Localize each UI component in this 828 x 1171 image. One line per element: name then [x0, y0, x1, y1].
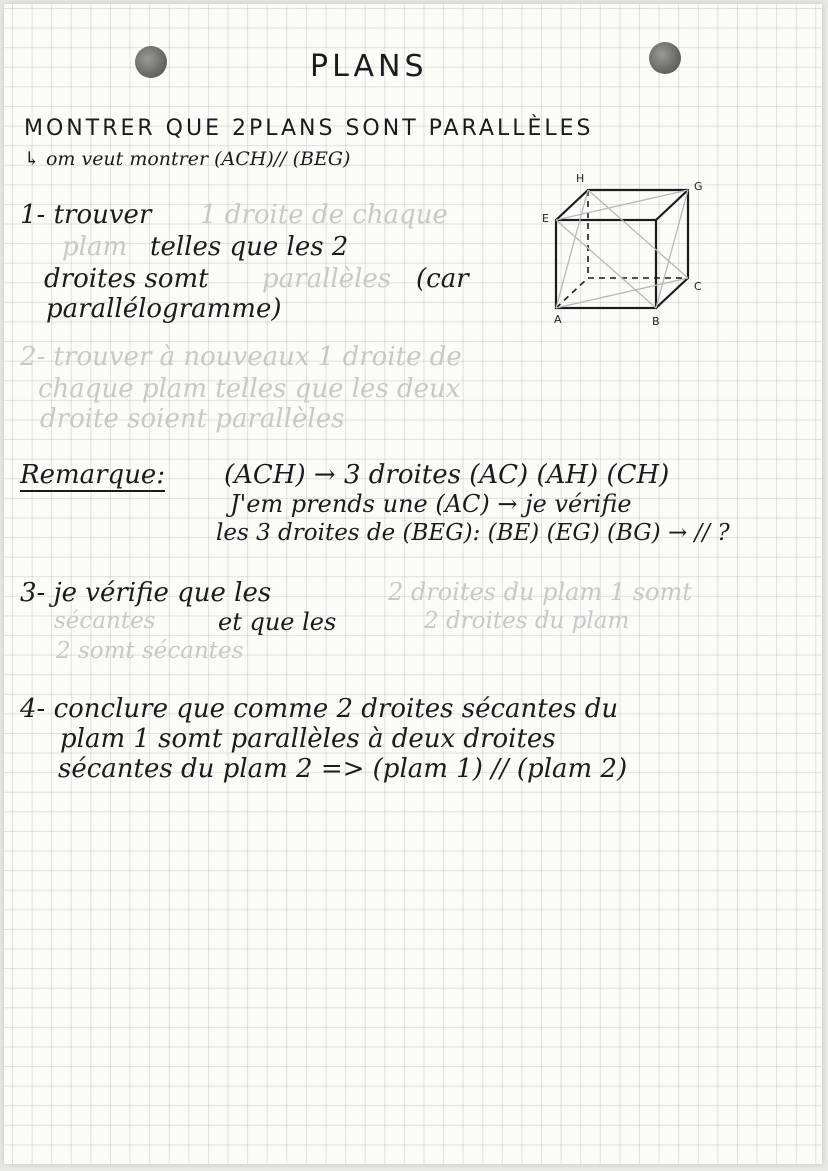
step4-line2: plam 1 somt parallèles à deux droites	[60, 724, 556, 754]
punch-hole-right	[649, 42, 681, 74]
section-heading: MONTRER QUE 2PLANS SONT PARALLÈLES	[24, 116, 594, 141]
step1-number: 1- trouver	[20, 200, 152, 230]
step2-line1: 2- trouver à nouveaux 1 droite de	[20, 342, 462, 372]
cube-label-b: B	[652, 315, 660, 328]
punch-hole-left	[135, 46, 167, 78]
step1-faint-plam: plam	[62, 232, 128, 262]
remark-label: Remarque:	[20, 460, 166, 490]
step3-line1: 3- je vérifie que les	[20, 578, 272, 608]
cube-label-h: H	[576, 172, 585, 185]
section-subtitle: ↳ om veut montrer (ACH)// (BEG)	[24, 148, 351, 170]
step4-line3: sécantes du plam 2 => (plam 1) // (plam 2)	[58, 754, 628, 784]
step1-faint-text: 1 droite de chaque	[200, 200, 448, 230]
step3-line2: et que les	[218, 608, 337, 636]
step1-text-droites: droites somt	[44, 264, 209, 294]
cube-label-g: G	[694, 180, 703, 193]
step3-line3-faint: 2 somt sécantes	[56, 638, 244, 664]
remark-line1: (ACH) → 3 droites (AC) (AH) (CH)	[224, 460, 670, 490]
cube-diagram	[534, 168, 704, 328]
cube-label-e: E	[542, 212, 549, 225]
remark-line2: J'em prends une (AC) → je vérifie	[230, 490, 632, 518]
step3-line2-faint-a: sécantes	[54, 608, 156, 634]
page-title: PLANS	[310, 49, 428, 84]
cube-label-c: C	[694, 280, 702, 293]
step1-text-telles: telles que les 2	[150, 232, 349, 262]
step1-faint-paralleles: parallèles	[262, 264, 392, 294]
step3-line2-faint-b: 2 droites du plam	[424, 608, 630, 634]
step1-text-parallelogramme: parallélogramme)	[46, 294, 282, 324]
remark-line3: les 3 droites de (BEG): (BE) (EG) (BG) → // ?	[216, 520, 730, 546]
step2-line2: chaque plam telles que les deux	[38, 374, 461, 404]
step3-line1-faint: 2 droites du plam 1 somt	[388, 578, 692, 606]
notebook-page	[4, 4, 822, 1164]
cube-label-a: A	[554, 313, 562, 326]
step1-text-car: (car	[416, 264, 469, 294]
step2-line3: droite soient parallèles	[40, 404, 345, 434]
step4-line1: 4- conclure que comme 2 droites sécantes du	[20, 694, 619, 724]
